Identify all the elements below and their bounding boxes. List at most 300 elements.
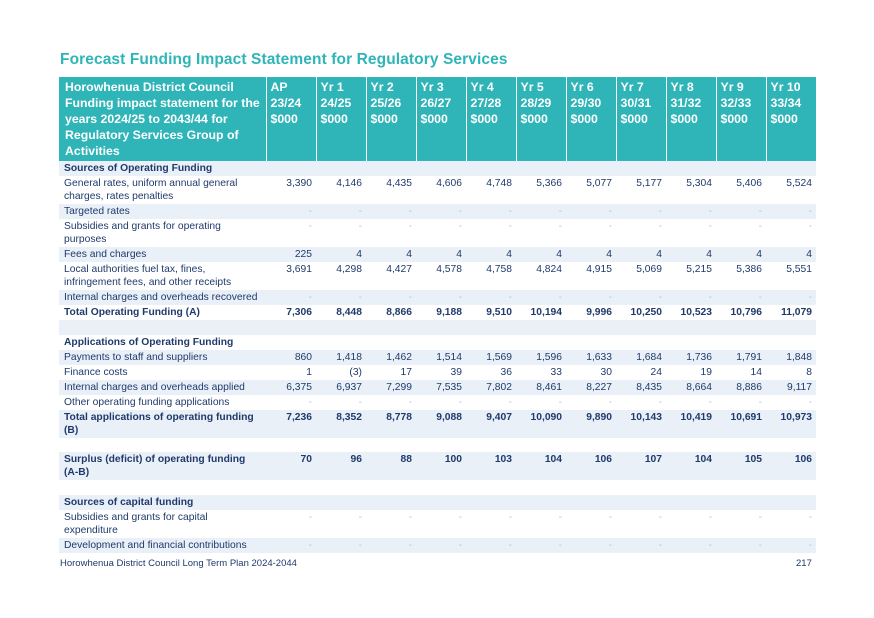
value-cell: - (416, 204, 466, 219)
value-cell: 1,418 (316, 350, 366, 365)
row-label (59, 480, 266, 495)
value-cell (266, 438, 316, 453)
value-cell (516, 495, 566, 510)
header-year-line: 31/32 (670, 96, 702, 110)
value-cell (666, 495, 716, 510)
header-year-line: $000 (770, 112, 798, 126)
value-cell (316, 495, 366, 510)
value-cell: 8,461 (516, 380, 566, 395)
value-cell: 9,088 (416, 410, 466, 438)
table-row (59, 350, 816, 365)
row-label: Payments to staff and suppliers (59, 350, 266, 365)
value-cell: - (516, 538, 566, 553)
value-cell (416, 161, 466, 176)
value-cell: 5,386 (736, 264, 762, 275)
value-cell: - (308, 396, 312, 408)
value-cell: - (658, 511, 662, 523)
section-heading-row (59, 495, 816, 510)
value-cell (316, 480, 366, 495)
value-cell: 1,462 (366, 350, 416, 365)
value-cell (566, 161, 616, 176)
header-year-line: Yr 3 (420, 80, 444, 94)
section-heading-row (59, 161, 816, 176)
value-cell: - (808, 221, 812, 232)
value-cell: - (708, 221, 712, 232)
value-cell: - (416, 538, 466, 553)
value-cell: 5,069 (636, 264, 662, 275)
value-cell: - (316, 538, 366, 553)
value-cell (766, 335, 816, 350)
value-cell: 104 (666, 452, 716, 480)
row-label: Other operating funding applications (64, 396, 230, 408)
table-row (59, 290, 816, 305)
value-cell: 8,352 (316, 410, 366, 438)
value-cell (266, 495, 316, 510)
value-cell: 4,427 (386, 264, 412, 275)
value-cell: - (266, 290, 316, 305)
header-year-line: 32/33 (720, 96, 752, 110)
value-cell (266, 161, 316, 176)
value-cell: - (508, 396, 512, 408)
value-cell (366, 335, 416, 350)
value-cell: (3) (349, 366, 362, 378)
funding-impact-table (59, 77, 816, 553)
header-year-line: 33/34 (770, 96, 802, 110)
header-year-column (666, 77, 716, 161)
value-cell: 106 (566, 452, 616, 480)
header-year-column (516, 77, 566, 161)
value-cell: - (516, 290, 566, 305)
value-cell: - (716, 204, 766, 219)
value-cell: - (658, 221, 662, 232)
header-year-column (416, 77, 466, 161)
value-cell (516, 335, 566, 350)
value-cell: 6,937 (316, 380, 366, 395)
value-cell (616, 495, 666, 510)
value-cell: 10,973 (766, 410, 816, 438)
row-label (59, 320, 266, 335)
row-label: Finance costs (64, 366, 128, 378)
value-cell: 860 (266, 350, 316, 365)
value-cell: 8,227 (566, 380, 616, 395)
value-cell: 5,406 (736, 178, 762, 189)
value-cell (716, 320, 766, 335)
header-year-line: 25/26 (370, 96, 402, 110)
spacer-row (59, 320, 816, 335)
value-cell: 7,306 (286, 307, 312, 318)
value-cell: 4 (716, 247, 766, 262)
row-label: Total applications of operating funding (B) (59, 410, 266, 438)
value-cell: 1,569 (466, 350, 516, 365)
header-year-column (766, 77, 816, 161)
value-cell: 106 (766, 452, 816, 480)
row-label: Applications of Operating Funding (64, 336, 234, 348)
value-cell: 10,523 (680, 307, 712, 318)
value-cell (666, 320, 716, 335)
value-cell: 4 (316, 247, 366, 262)
value-cell: 4 (616, 247, 666, 262)
value-cell: 24 (650, 366, 662, 378)
value-cell (466, 495, 516, 510)
spacer-row (59, 480, 816, 495)
value-cell (766, 495, 816, 510)
page-number: 217 (796, 558, 812, 569)
value-cell: 88 (366, 452, 416, 480)
value-cell: 4 (516, 247, 566, 262)
value-cell: 9,996 (586, 307, 612, 318)
value-cell (316, 335, 366, 350)
value-cell: 105 (716, 452, 766, 480)
value-cell: - (466, 204, 516, 219)
header-year-line: $000 (320, 112, 348, 126)
value-cell: - (758, 511, 762, 523)
value-cell: 3,390 (286, 178, 312, 189)
value-cell: - (558, 221, 562, 232)
value-cell: 5,304 (686, 178, 712, 189)
value-cell: 10,419 (666, 410, 716, 438)
header-year-line: Yr 8 (670, 80, 694, 94)
header-year-line: $000 (270, 112, 298, 126)
footer-document-title: Horowhenua District Council Long Term Plan 2024-2044 (60, 558, 297, 569)
value-cell: 4,748 (486, 178, 512, 189)
value-cell (366, 495, 416, 510)
value-cell: 14 (750, 366, 762, 378)
value-cell: - (616, 204, 666, 219)
value-cell: 19 (700, 366, 712, 378)
value-cell: - (666, 204, 716, 219)
value-cell (466, 320, 516, 335)
value-cell: - (566, 290, 616, 305)
header-label-cell (59, 77, 266, 161)
value-cell: - (708, 396, 712, 408)
value-cell: 4 (366, 247, 416, 262)
value-cell: 4,606 (436, 178, 462, 189)
value-cell: - (808, 396, 812, 408)
value-cell: 4,435 (386, 178, 412, 189)
value-cell: 1,848 (766, 350, 816, 365)
value-cell: 3,691 (286, 264, 312, 275)
value-cell: 9,890 (566, 410, 616, 438)
value-cell: - (458, 511, 462, 523)
row-label: Internal charges and overheads applied (59, 380, 266, 395)
row-label: Targeted rates (59, 204, 266, 219)
value-cell (616, 320, 666, 335)
value-cell: - (508, 221, 512, 232)
value-cell: - (458, 396, 462, 408)
value-cell (266, 480, 316, 495)
value-cell: 4,146 (336, 178, 362, 189)
value-cell: 103 (466, 452, 516, 480)
value-cell: 4 (766, 247, 816, 262)
table-row (59, 365, 816, 380)
value-cell (566, 438, 616, 453)
value-cell (716, 495, 766, 510)
value-cell (766, 438, 816, 453)
value-cell (616, 438, 666, 453)
value-cell: 8,866 (386, 307, 412, 318)
table-row (59, 247, 816, 262)
value-cell (616, 335, 666, 350)
value-cell (416, 480, 466, 495)
header-year-line: $000 (670, 112, 698, 126)
header-year-line: 27/28 (470, 96, 502, 110)
value-cell: 7,802 (466, 380, 516, 395)
value-cell (366, 480, 416, 495)
value-cell (416, 495, 466, 510)
value-cell: 4,915 (586, 264, 612, 275)
value-cell: 104 (516, 452, 566, 480)
value-cell: - (666, 538, 716, 553)
value-cell: - (266, 538, 316, 553)
value-cell: - (808, 511, 812, 523)
value-cell: 5,077 (586, 178, 612, 189)
value-cell: - (758, 396, 762, 408)
value-cell: - (316, 204, 366, 219)
value-cell: 5,524 (786, 178, 812, 189)
table-row (59, 219, 816, 247)
table-header-row (59, 77, 816, 161)
total-row (59, 452, 816, 480)
header-year-column (466, 77, 516, 161)
value-cell: - (766, 204, 816, 219)
value-cell: - (408, 511, 412, 523)
header-year-column (316, 77, 366, 161)
spacer-row (59, 438, 816, 453)
value-cell: 10,250 (630, 307, 662, 318)
value-cell: - (508, 511, 512, 523)
value-cell (466, 438, 516, 453)
header-year-line: 26/27 (420, 96, 452, 110)
header-year-line: 24/25 (320, 96, 352, 110)
value-cell: 4 (466, 247, 516, 262)
value-cell: 1,596 (516, 350, 566, 365)
value-cell (766, 320, 816, 335)
header-year-line: Yr 5 (520, 80, 544, 94)
value-cell: 10,143 (616, 410, 666, 438)
value-cell: 39 (450, 366, 462, 378)
value-cell: 10,194 (530, 307, 562, 318)
header-year-line: 23/24 (270, 96, 302, 110)
section-heading-row (59, 335, 816, 350)
row-label: Sources of capital funding (59, 495, 266, 510)
value-cell: 4,578 (436, 264, 462, 275)
value-cell: 8,435 (616, 380, 666, 395)
value-cell: 10,796 (730, 307, 762, 318)
header-year-line: $000 (520, 112, 548, 126)
value-cell (716, 438, 766, 453)
header-year-line: $000 (720, 112, 748, 126)
value-cell: - (658, 396, 662, 408)
value-cell (366, 161, 416, 176)
header-year-column (616, 77, 666, 161)
value-cell: 17 (400, 366, 412, 378)
header-year-column (716, 77, 766, 161)
value-cell: 10,090 (516, 410, 566, 438)
value-cell: 100 (416, 452, 466, 480)
value-cell: - (366, 290, 416, 305)
value-cell: - (708, 511, 712, 523)
value-cell: 11,079 (781, 307, 812, 318)
value-cell: - (766, 538, 816, 553)
header-year-line: 29/30 (570, 96, 602, 110)
value-cell: - (466, 290, 516, 305)
value-cell: 8,886 (716, 380, 766, 395)
value-cell: 1,633 (566, 350, 616, 365)
row-label: Total Operating Funding (A) (64, 307, 200, 318)
value-cell: 7,535 (416, 380, 466, 395)
header-label-line: Horowhenua District Council (65, 80, 234, 94)
value-cell: 5,215 (686, 264, 712, 275)
total-row (59, 410, 816, 438)
value-cell: 7,299 (366, 380, 416, 395)
value-cell: - (416, 290, 466, 305)
value-cell: 107 (616, 452, 666, 480)
value-cell: 96 (316, 452, 366, 480)
value-cell: - (408, 396, 412, 408)
header-year-line: Yr 6 (570, 80, 594, 94)
value-cell: - (608, 511, 612, 523)
header-year-column (366, 77, 416, 161)
value-cell: 1 (306, 366, 312, 378)
value-cell: - (608, 396, 612, 408)
value-cell (666, 161, 716, 176)
header-year-line: Yr 2 (370, 80, 394, 94)
value-cell: 8,778 (366, 410, 416, 438)
header-year-line: AP (270, 80, 288, 94)
value-cell (516, 438, 566, 453)
value-cell: - (558, 396, 562, 408)
row-label: Internal charges and overheads recovered (59, 290, 266, 305)
value-cell (366, 438, 416, 453)
table-row (59, 176, 816, 204)
value-cell: 4,298 (336, 264, 362, 275)
value-cell (366, 320, 416, 335)
value-cell: - (308, 221, 312, 232)
value-cell (516, 161, 566, 176)
value-cell (316, 320, 366, 335)
header-label-line: Funding impact statement for the (65, 96, 260, 110)
row-label (59, 438, 266, 453)
header-year-line: 28/29 (520, 96, 552, 110)
value-cell (416, 438, 466, 453)
header-year-line: $000 (570, 112, 598, 126)
header-year-line: $000 (470, 112, 498, 126)
value-cell: 8,664 (666, 380, 716, 395)
value-cell: - (616, 290, 666, 305)
value-cell (616, 480, 666, 495)
value-cell (666, 335, 716, 350)
value-cell: - (458, 221, 462, 232)
value-cell (716, 161, 766, 176)
header-year-column (566, 77, 616, 161)
value-cell: 1,736 (666, 350, 716, 365)
value-cell: 1,514 (416, 350, 466, 365)
value-cell (766, 161, 816, 176)
value-cell (516, 480, 566, 495)
value-cell: 225 (266, 247, 316, 262)
value-cell: 6,375 (266, 380, 316, 395)
value-cell: - (666, 290, 716, 305)
value-cell: - (358, 221, 362, 232)
row-label: Surplus (deficit) of operating funding (A-B) (59, 452, 266, 480)
value-cell (266, 320, 316, 335)
value-cell: 36 (500, 366, 512, 378)
value-cell: 9,188 (436, 307, 462, 318)
value-cell: 5,551 (786, 264, 812, 275)
value-cell (316, 438, 366, 453)
page-title: Forecast Funding Impact Statement for Regulatory Services (60, 51, 508, 68)
header-year-column (266, 77, 316, 161)
table-row (59, 395, 816, 410)
value-cell: 4,758 (486, 264, 512, 275)
header-label-line: Regulatory Services Group of (65, 128, 239, 142)
value-cell: 9,407 (466, 410, 516, 438)
row-label: Subsidies and grants for capital expenditure (64, 511, 208, 536)
table-row (59, 204, 816, 219)
value-cell: - (466, 538, 516, 553)
value-cell: 9,117 (766, 380, 816, 395)
value-cell: 9,510 (486, 307, 512, 318)
value-cell (566, 320, 616, 335)
value-cell (566, 480, 616, 495)
value-cell: - (366, 538, 416, 553)
value-cell: - (408, 221, 412, 232)
value-cell (416, 320, 466, 335)
value-cell: - (608, 221, 612, 232)
value-cell: 1,684 (616, 350, 666, 365)
value-cell: 70 (266, 452, 316, 480)
value-cell: 4 (666, 247, 716, 262)
header-year-line: Yr 4 (470, 80, 494, 94)
value-cell: - (358, 396, 362, 408)
value-cell: 4,824 (536, 264, 562, 275)
row-label: Development and financial contributions (59, 538, 266, 553)
value-cell: - (616, 538, 666, 553)
table-row (59, 262, 816, 290)
row-label: Subsidies and grants for operating purposes (64, 221, 221, 245)
value-cell: - (266, 204, 316, 219)
value-cell: - (716, 538, 766, 553)
value-cell: 7,236 (266, 410, 316, 438)
header-year-line: $000 (370, 112, 398, 126)
value-cell (666, 480, 716, 495)
value-cell: 30 (600, 366, 612, 378)
value-cell (266, 335, 316, 350)
value-cell: - (366, 204, 416, 219)
value-cell: - (566, 204, 616, 219)
value-cell: 33 (550, 366, 562, 378)
header-year-line: 30/31 (620, 96, 652, 110)
row-label: Sources of Operating Funding (59, 161, 266, 176)
value-cell: 4 (566, 247, 616, 262)
table-row (59, 510, 816, 538)
value-cell: 1,791 (716, 350, 766, 365)
value-cell (566, 335, 616, 350)
value-cell: - (766, 290, 816, 305)
value-cell: 4 (416, 247, 466, 262)
value-cell: - (716, 290, 766, 305)
header-label-line: Activities (65, 144, 120, 158)
value-cell (766, 480, 816, 495)
header-year-line: Yr 1 (320, 80, 344, 94)
table-row (59, 538, 816, 553)
value-cell: 8,448 (336, 307, 362, 318)
value-cell: 5,366 (536, 178, 562, 189)
value-cell: 10,691 (716, 410, 766, 438)
row-label: General rates, uniform annual general charges, rates penalties (64, 178, 238, 202)
value-cell (616, 161, 666, 176)
value-cell (716, 335, 766, 350)
